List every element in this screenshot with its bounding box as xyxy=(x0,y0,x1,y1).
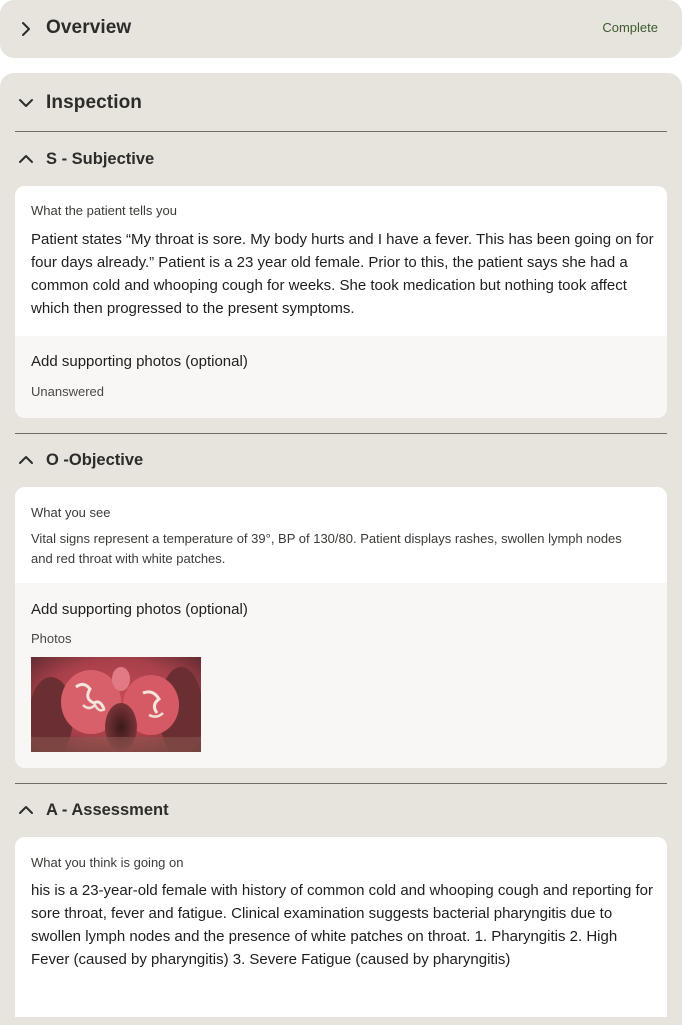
objective-question: What you see xyxy=(31,505,111,520)
subjective-answer: Patient states “My throat is sore. My body hurts and I have a fever. This has been going on for four days already.” Patient is a 23 year old female. Prior to this, the patient says she had a common cold and whooping cough for weeks. She took medication but nothing took affect which then progressed to the present symptoms. xyxy=(31,231,654,317)
objective-panel xyxy=(15,487,667,768)
subjective-photos-label: Add supporting photos (optional) xyxy=(31,353,248,370)
objective-photos-label: Add supporting photos (optional) xyxy=(31,601,248,618)
subjective-question: What the patient tells you xyxy=(31,203,177,218)
subjective-title[interactable]: S - Subjective xyxy=(46,150,155,168)
subjective-panel xyxy=(15,186,667,418)
assessment-answer: his is a 23-year-old female with history of common cold and whooping cough and reporting for sore throat, fever and fatigue. Clinical examination suggests bacterial pharyngitis due to swollen lymph nodes and the presence of white patches on throat. 1. Pharyngitis 2. High Fever (caused by pharyngitis) 3. Severe Fatigue (caused by pharyngitis) xyxy=(31,882,654,968)
inspection-title[interactable]: Inspection xyxy=(46,92,143,113)
chevron-up-icon[interactable] xyxy=(17,150,35,168)
subjective-photos-value: Unanswered xyxy=(31,384,104,399)
status-badge: Complete xyxy=(602,20,658,35)
overview-title[interactable]: Overview xyxy=(46,17,132,38)
chevron-up-icon[interactable] xyxy=(17,801,35,819)
objective-title[interactable]: O -Objective xyxy=(46,451,144,469)
overview-section[interactable] xyxy=(0,0,682,58)
chevron-up-icon[interactable] xyxy=(17,451,35,469)
throat-photo[interactable] xyxy=(31,657,201,752)
divider xyxy=(15,783,667,784)
chevron-down-icon[interactable] xyxy=(17,94,35,112)
divider xyxy=(15,131,667,132)
assessment-title[interactable]: A - Assessment xyxy=(46,801,169,819)
assessment-panel xyxy=(15,837,667,1017)
objective-photos-value: Photos xyxy=(31,631,72,646)
assessment-question: What you think is going on xyxy=(31,855,184,870)
objective-answer: Vital signs represent a temperature of 39°, BP of 130/80. Patient displays rashes, swollen lymph nodes and red throat with white patches. xyxy=(31,531,622,566)
inspection-section xyxy=(0,73,682,1025)
divider xyxy=(15,433,667,434)
chevron-right-icon[interactable] xyxy=(17,20,35,38)
